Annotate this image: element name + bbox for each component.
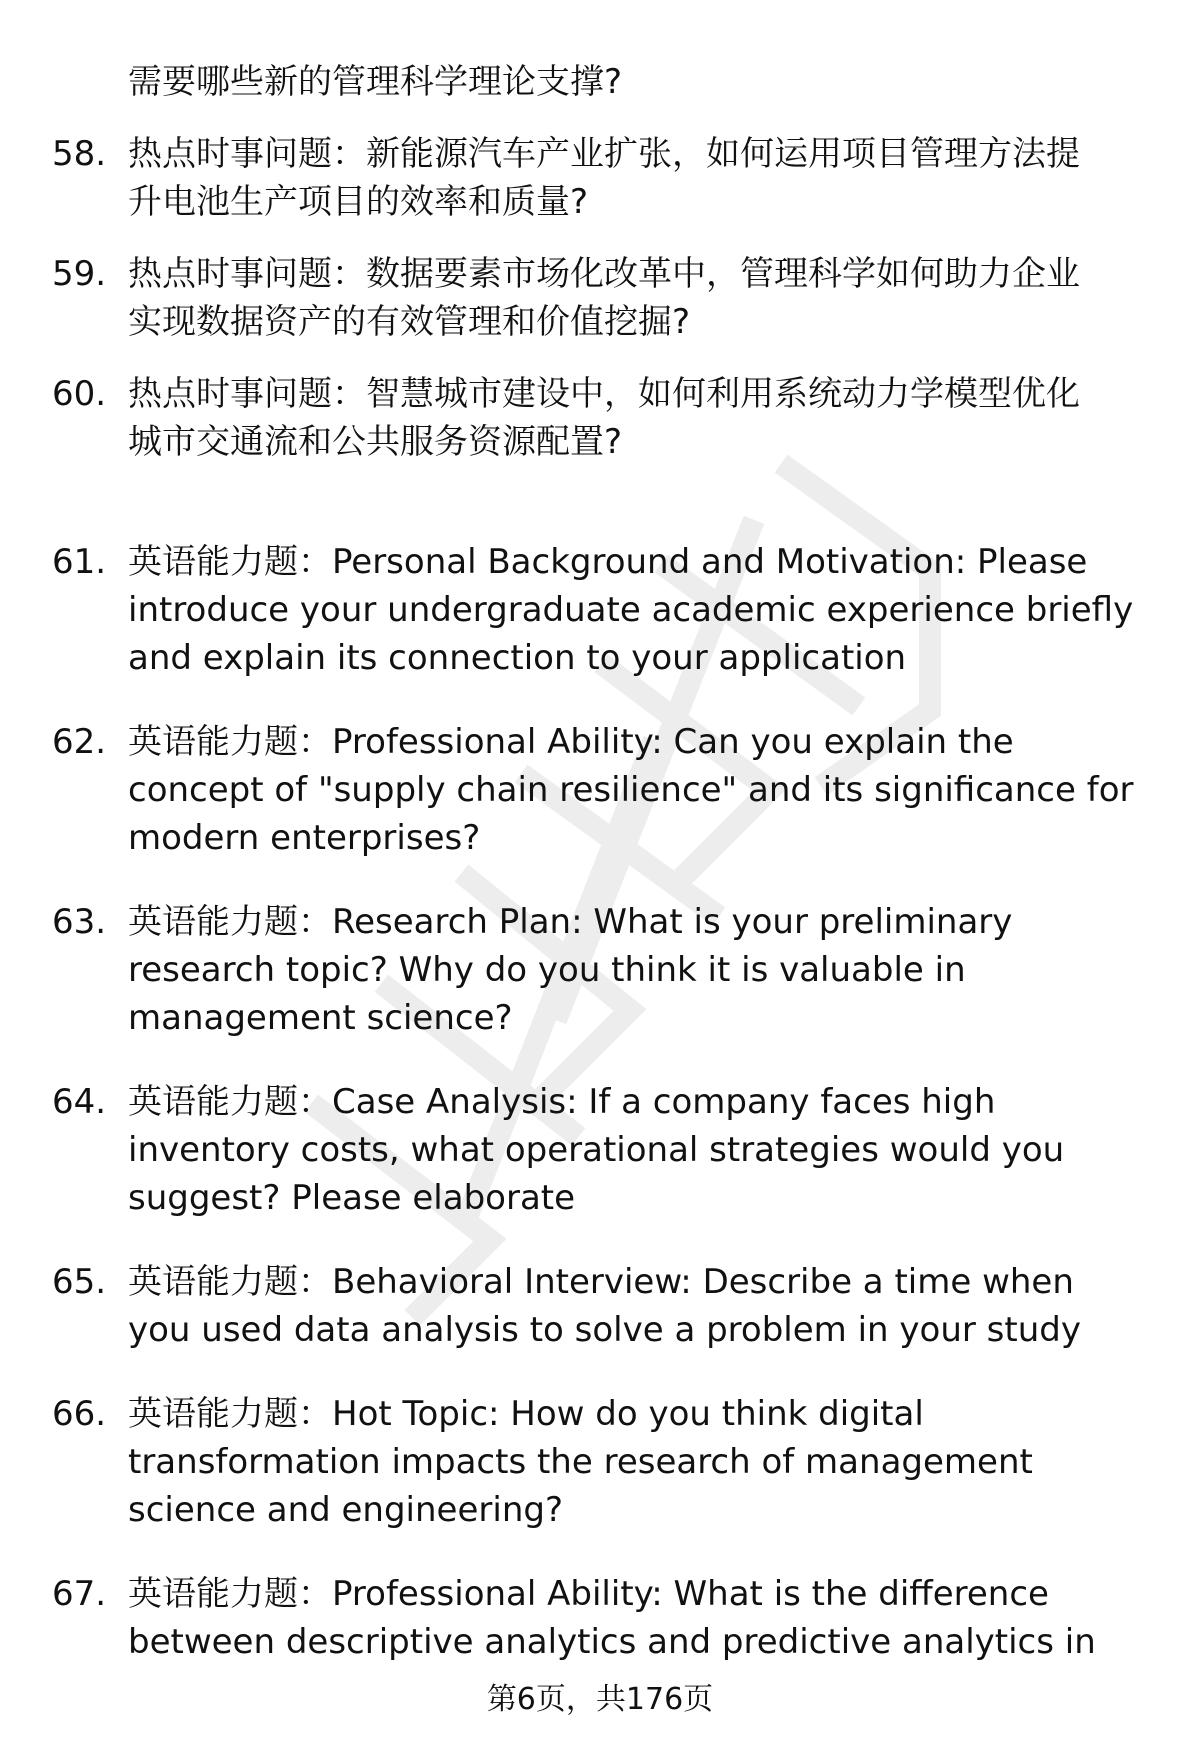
question-line: 英语能力题：Research Plan: What is your preliminary <box>128 902 1013 942</box>
question-line: research topic? Why do you think it is valuable in <box>128 950 966 990</box>
question-number: 64. <box>52 1082 107 1122</box>
question-number: 65. <box>52 1262 107 1302</box>
question-line: between descriptive analytics and predictive analytics in <box>128 1622 1096 1662</box>
question-item-63 <box>52 898 1152 1042</box>
question-number: 58. <box>52 134 107 174</box>
question-text <box>128 1258 1152 1354</box>
question-number: 60. <box>52 374 107 414</box>
question-text <box>128 1078 1152 1222</box>
question-item-65 <box>52 1258 1152 1354</box>
question-number: 62. <box>52 722 107 762</box>
question-line: you used data analysis to solve a problem in your study <box>128 1310 1081 1350</box>
question-line: 英语能力题：Professional Ability: Can you explain the <box>128 722 1014 762</box>
question-text <box>128 1390 1152 1534</box>
question-line: 英语能力题：Behavioral Interview: Describe a time when <box>128 1262 1074 1302</box>
question-line: 英语能力题：Case Analysis: If a company faces high <box>128 1082 996 1122</box>
question-line: 热点时事问题：新能源汽车产业扩张，如何运用项目管理方法提 <box>128 134 1080 174</box>
question-line: 英语能力题：Personal Background and Motivation: Please <box>128 542 1088 582</box>
question-line: suggest? Please elaborate <box>128 1178 576 1218</box>
question-item-61 <box>52 538 1152 682</box>
question-text <box>128 1570 1152 1666</box>
continued-question-text: 需要哪些新的管理科学理论支撑? <box>128 62 623 102</box>
question-line: 热点时事问题：数据要素市场化改革中，管理科学如何助力企业 <box>128 254 1080 294</box>
question-number: 59. <box>52 254 107 294</box>
question-number: 66. <box>52 1394 107 1434</box>
question-text <box>128 370 1152 466</box>
question-line: introduce your undergraduate academic experience briefly <box>128 590 1134 630</box>
question-item-67 <box>52 1570 1152 1666</box>
question-text <box>128 718 1152 862</box>
question-line: science and engineering? <box>128 1490 563 1530</box>
question-text <box>128 250 1152 346</box>
question-line: 英语能力题：Professional Ability: What is the difference <box>128 1574 1049 1614</box>
question-line: transformation impacts the research of management <box>128 1442 1033 1482</box>
question-text <box>128 130 1152 226</box>
question-line: concept of "supply chain resilience" and its significance for <box>128 770 1134 810</box>
question-line: 英语能力题：Hot Topic: How do you think digital <box>128 1394 924 1434</box>
question-number: 63. <box>52 902 107 942</box>
question-item-66 <box>52 1390 1152 1534</box>
question-item-64 <box>52 1078 1152 1222</box>
question-line: 实现数据资产的有效管理和价值挖掘? <box>128 302 691 342</box>
question-item-58 <box>52 130 1152 226</box>
question-text <box>128 538 1152 682</box>
question-line: 热点时事问题：智慧城市建设中，如何利用系统动力学模型优化 <box>128 374 1080 414</box>
question-line: inventory costs, what operational strategies would you <box>128 1130 1065 1170</box>
question-item-62 <box>52 718 1152 862</box>
question-line: and explain its connection to your application <box>128 638 907 678</box>
question-line: 升电池生产项目的效率和质量? <box>128 182 589 222</box>
question-line: modern enterprises? <box>128 818 481 858</box>
question-number: 61. <box>52 542 107 582</box>
question-number: 67. <box>52 1574 107 1614</box>
question-text <box>128 898 1152 1042</box>
question-line: management science? <box>128 998 513 1038</box>
question-item-59 <box>52 250 1152 346</box>
question-item-60 <box>52 370 1152 466</box>
page-number-footer: 第6页，共176页 <box>486 1682 714 1717</box>
question-line: 城市交通流和公共服务资源配置? <box>128 422 623 462</box>
